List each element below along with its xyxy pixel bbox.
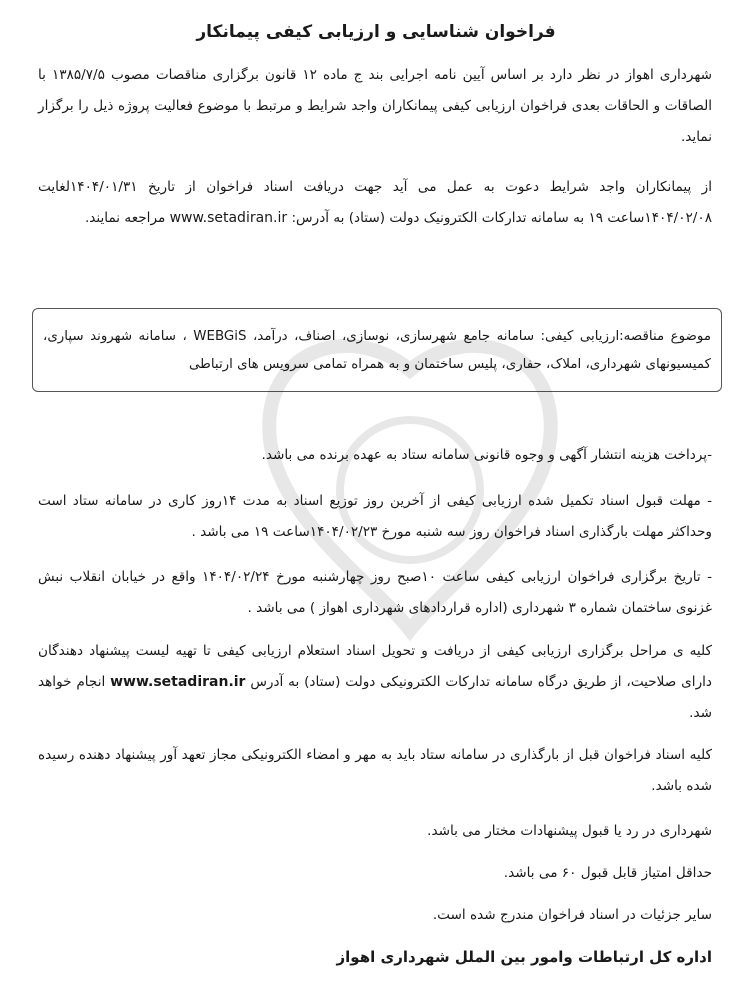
intro-paragraph: شهرداری اهواز در نظر دارد بر اساس آیین نامه اجرایی بند ج ماده ۱۲ قانون برگزاری مناقصات مصوب ۱۳۸۵/۷/۵ با الصاقات و الحاقات بعدی فراخوان ارزیابی کیفی پیمانکاران واجد شرایط و مرتبط با موضوع فعالیت پروژه ذیل را برگزار نماید.	[38, 67, 712, 145]
process-paragraph	[38, 636, 712, 729]
process-text: کلیه ی مراحل برگزاری ارزیابی کیفی از دریافت و تحویل اسناد استعلام ارزیابی کیفی تا تهیه لیست پیشنهاد دهندگان دارای صلاحیت، از طریق درگاه سامانه تدارکات الکترونیکی دولت (ستاد) به آدرس	[38, 643, 712, 690]
payment-note: -پرداخت هزینه انتشار آگهی و وجوه قانونی سامانه ستاد به عهده برنده می باشد.	[261, 447, 712, 463]
deadline-note: - مهلت قبول اسناد تکمیل شده ارزیابی کیفی از آخرین روز توزیع اسناد به مدت ۱۴روز کاری در سامانه ستاد است وحداکثر مهلت بارگذاری اسناد فراخوان روز سه شنبه مورخ ۱۴۰۴/۰۲/۲۳ساعت ۱۹ می باشد .	[38, 493, 712, 540]
notice-title: فراخوان شناسایی و ارزیابی کیفی پیمانکار	[196, 22, 556, 42]
session-note: - تاریخ برگزاری فراخوان ارزیابی کیفی ساعت ۱۰صبح روز چهارشنبه مورخ ۱۴۰۴/۰۲/۲۴ واقع در خیابان انقلاب نبش غزنوی ساختمان شماره ۳ شهرداری (اداره قراردادهای شهرداری اهواز ) می باشد .	[38, 569, 712, 616]
footer-signature: اداره کل ارتباطات وامور بین الملل شهرداری اهواز	[336, 948, 712, 966]
details-note: سایر جزئیات در اسناد فراخوان مندرج شده است.	[432, 907, 712, 923]
process-link[interactable]: www.setadiran.ir	[110, 674, 246, 690]
rejection-note: شهرداری در رد یا قبول پیشنهادات مختار می باشد.	[427, 823, 712, 839]
setadiran-link[interactable]: www.setadiran.ir	[169, 210, 288, 226]
invitation-end: مراجعه نمایند.	[84, 210, 166, 226]
process-end: انجام خواهد شد.	[38, 674, 712, 721]
invitation-text: از پیمانکاران واجد شرایط دعوت به عمل می آید جهت دریافت اسناد فراخوان از تاریخ ۱۴۰۴/۰۱/۳۱لغایت ۱۴۰۴/۰۲/۰۸ساعت ۱۹ به سامانه تدارکات الکترونیک دولت (ستاد) به آدرس:	[38, 179, 712, 226]
signature-note: کلیه اسناد فراخوان قبل از بارگذاری در سامانه ستاد باید به مهر و امضاء الکترونیکی مجاز تعهد آور پیشنهاد دهنده رسیده شده باشد.	[38, 747, 712, 794]
invitation-paragraph	[38, 172, 712, 234]
min-score-note: حداقل امتیاز قابل قبول ۶۰ می باشد.	[503, 865, 712, 881]
subject-box	[32, 308, 722, 392]
subject-text: موضوع مناقصه:ارزیابی کیفی: سامانه جامع شهرسازی، نوسازی، اصناف، درآمد، WEBGiS ، سامانه شهروند سپاری، کمیسیونهای شهرداری، املاک، حفاری، پلیس ساختمان و به همراه تمامی سرویس های ارتباطی	[43, 329, 711, 372]
